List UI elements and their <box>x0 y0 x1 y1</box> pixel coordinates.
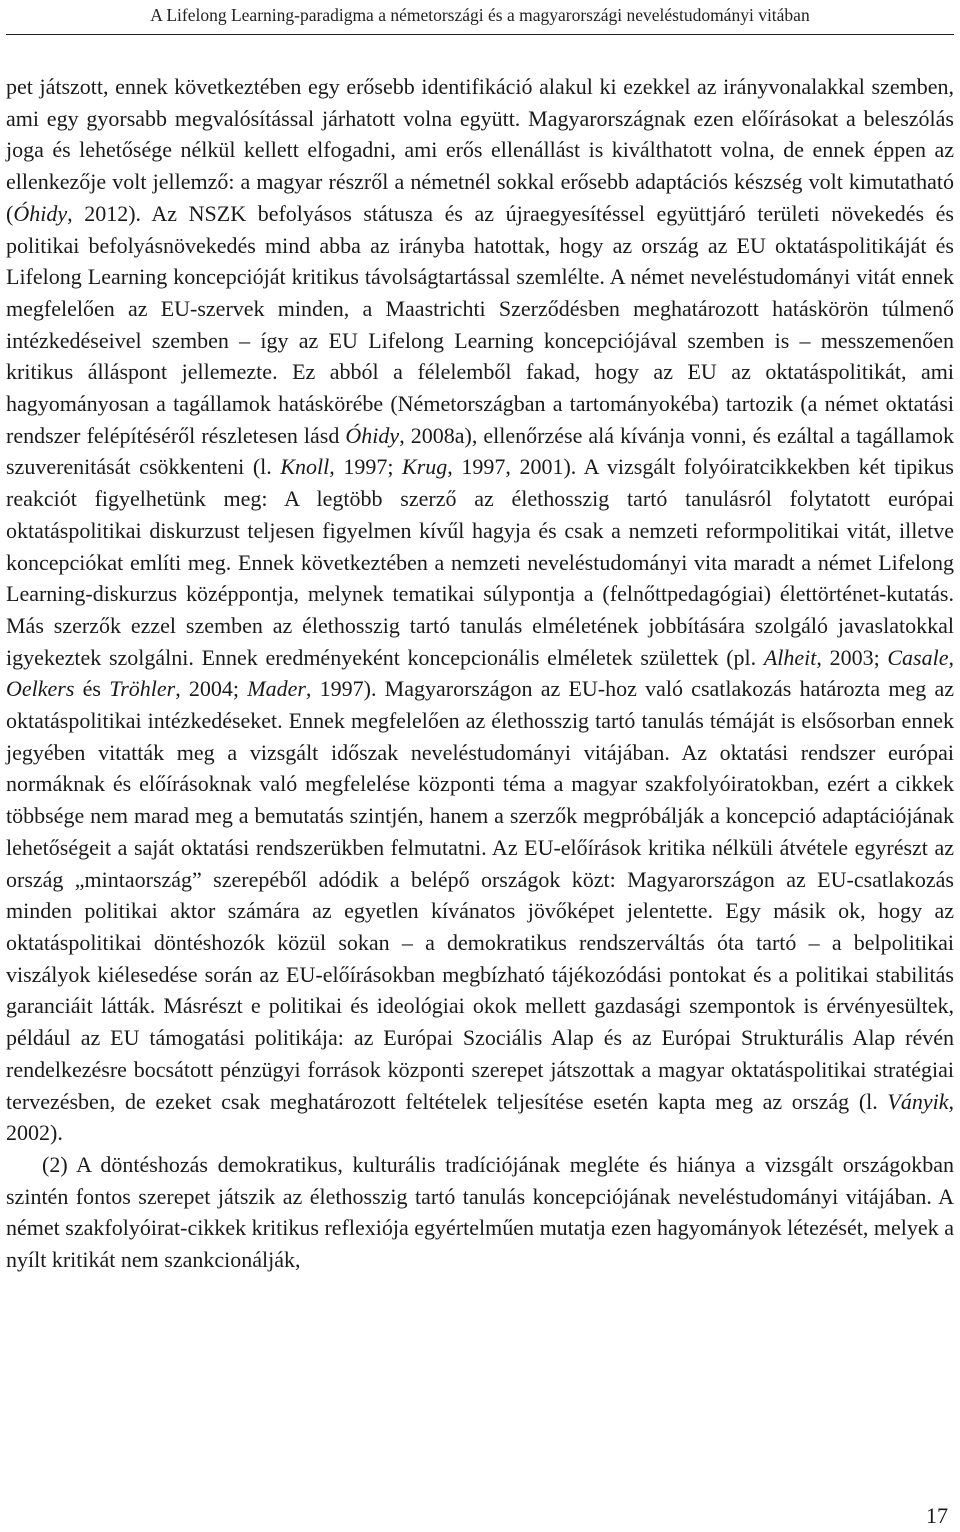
citation-author: Krug <box>402 454 448 480</box>
text-run: , 2002). <box>6 1088 954 1146</box>
text-run: , 2008a), ellenőrzése alá kívánja vonni, és ezáltal a tagállamok szuverenitását csökkenteni (l. <box>6 422 955 480</box>
citation-author: Óhidy <box>345 422 400 448</box>
text-run: , 1997; <box>329 454 403 480</box>
text-run: , 1997). Magyarországon az EU-hoz való csatlakozás határozta meg az oktatáspolitikai intézkedéseket. Ennek megfelelően az élethosszig tartó tanulás témáját is elsősorban ennek jegyében vitatták meg a vizsgált időszak neveléstudományi vitájában. Az oktatási rendszer európai normáknak és előírásoknak való megfelelése központi téma a magyar szakfolyóiratokban, ezért a cikkek többsége nem marad meg a bemutatás szintjén, hanem a szerzők megpróbálják a koncepció adaptációjának lehetőségeit a saját oktatási rendszerükben felmutatni. Az EU-előírások kritika nélküli átvétele egyrészt az ország „mintaország” szerepéből adódik a belépő országok közt: Magyarországon az EU-csatlakozás minden politikai aktor számára az egyetlen kívánatos jövőképet jelentette. Egy másik ok, hogy az oktatáspolitikai döntéshozók közül sokan – a demokratikus rendszerváltás óta tartó – a belpolitikai viszályok kiélesedése során az EU-előírásokban megbízható tájékozódási pontokat és a politikai stabilitás garanciáit látták. Másrészt e politikai és ideológiai okok mellett gazdasági szempontok is érvényesültek, például az EU támogatási politikája: az Európai Szociális Alap és az Európai Strukturális Alap révén rendelkezésre bocsátott pénzügyi források központi szerepet játszottak a magyar oktatáspolitikai stratégiai tervezésben, de ezeket csak meghatározott feltételek teljesítése esetén kapta meg az ország (l. <box>6 676 955 1114</box>
citation-author: Casale <box>887 644 949 670</box>
page-number: 17 <box>926 1503 948 1528</box>
citation-author: Alheit <box>763 644 817 670</box>
paragraph <box>6 1149 954 1276</box>
citation-author: Óhidy <box>13 200 68 226</box>
citation-author: Ványik <box>887 1088 949 1114</box>
text-run: pet játszott, ennek következtében egy erősebb identifikáció alakul ki ezekkel az irányvonalakkal szemben, ami egy gyorsabb megvalósítással járhatott volna együtt. Magyarországnak ezen előírásokat a beleszólás joga és lehetősége nélkül kellett elfogadni, ami erős ellenállást is kiválthatott volna, de ennek éppen az ellenkezője volt jellemző: a magyar részről a németnél sokkal erősebb adaptációs készség volt kimutatható ( <box>6 74 954 226</box>
text-run: , 2012). Az NSZK befolyásos státusza és az újraegyesítéssel együttjáró területi növekedés és politikai befolyásnövekedés mind abba az irányba hatottak, hogy az ország az EU oktatáspolitikáját és Lifelong Learning koncepcióját kritikus távolságtartással szemlélte. A német neveléstudományi vitát ennek megfelelően az EU-szervek minden, a Maastrichti Szerződésben meghatározott hatáskörön túlmenő intézkedéseivel szemben – így az EU Lifelong Learning koncepciójával szemben is – messzemenően kritikus álláspont jellemezte. Ez abból a félelemből fakad, hogy az EU az oktatáspolitikát, ami hagyományosan a tagállamok hatáskörébe (Németországban a tartományokéba) tartozik (a német oktatási rendszer felépítéséről részletesen lásd <box>6 200 954 448</box>
header-rule <box>6 34 954 35</box>
citation-author: Tröhler <box>109 676 176 702</box>
citation-author: Oelkers <box>6 676 75 702</box>
text-run: , 2004; <box>175 676 248 702</box>
citation-author: Mader <box>247 676 306 702</box>
running-head: A Lifelong Learning-paradigma a németországi és a magyarországi neveléstudományi vitában <box>150 5 810 25</box>
body-text <box>6 71 954 1276</box>
citation-author: Knoll <box>280 454 330 480</box>
text-run: , <box>948 644 954 670</box>
paragraph <box>6 71 954 1149</box>
text-run: , 2003; <box>816 644 888 670</box>
text-run: és <box>74 676 110 702</box>
text-run: , 1997, 2001). A vizsgált folyóiratcikkekben két tipikus reakciót figyelhetünk meg: A legtöbb szerző az élethosszig tartó tanulásról folytatott európai oktatáspolitikai diskurzust teljesen figyelmen kívűl hagyja és csak a nemzeti reformpolitikai vitát, illetve koncepciókat említi meg. Ennek következtében a nemzeti neveléstudományi vita maradt a német Lifelong Learning-diskurzus középpontja, melynek tematikai súlypontja a (felnőttpedagógiai) élettörténet-kutatás. Más szerzők ezzel szemben az élethosszig tartó tanulás elméletének jobbítására szolgáló javaslatokkal igyekeztek szolgálni. Ennek eredményeként koncepcionális elméletek születtek (pl. <box>6 454 954 670</box>
text-run: (2) A döntéshozás demokratikus, kulturális tradíciójának megléte és hiánya a vizsgált országokban szintén fontos szerepet játszik az élethosszig tartó tanulás koncepciójának neveléstudományi vitájában. A német szakfolyóirat-cikkek kritikus reflexiója egyértelműen mutatja ezen hagyományok létezését, melyek a nyílt kritikát nem szankcionálják, <box>6 1151 954 1273</box>
